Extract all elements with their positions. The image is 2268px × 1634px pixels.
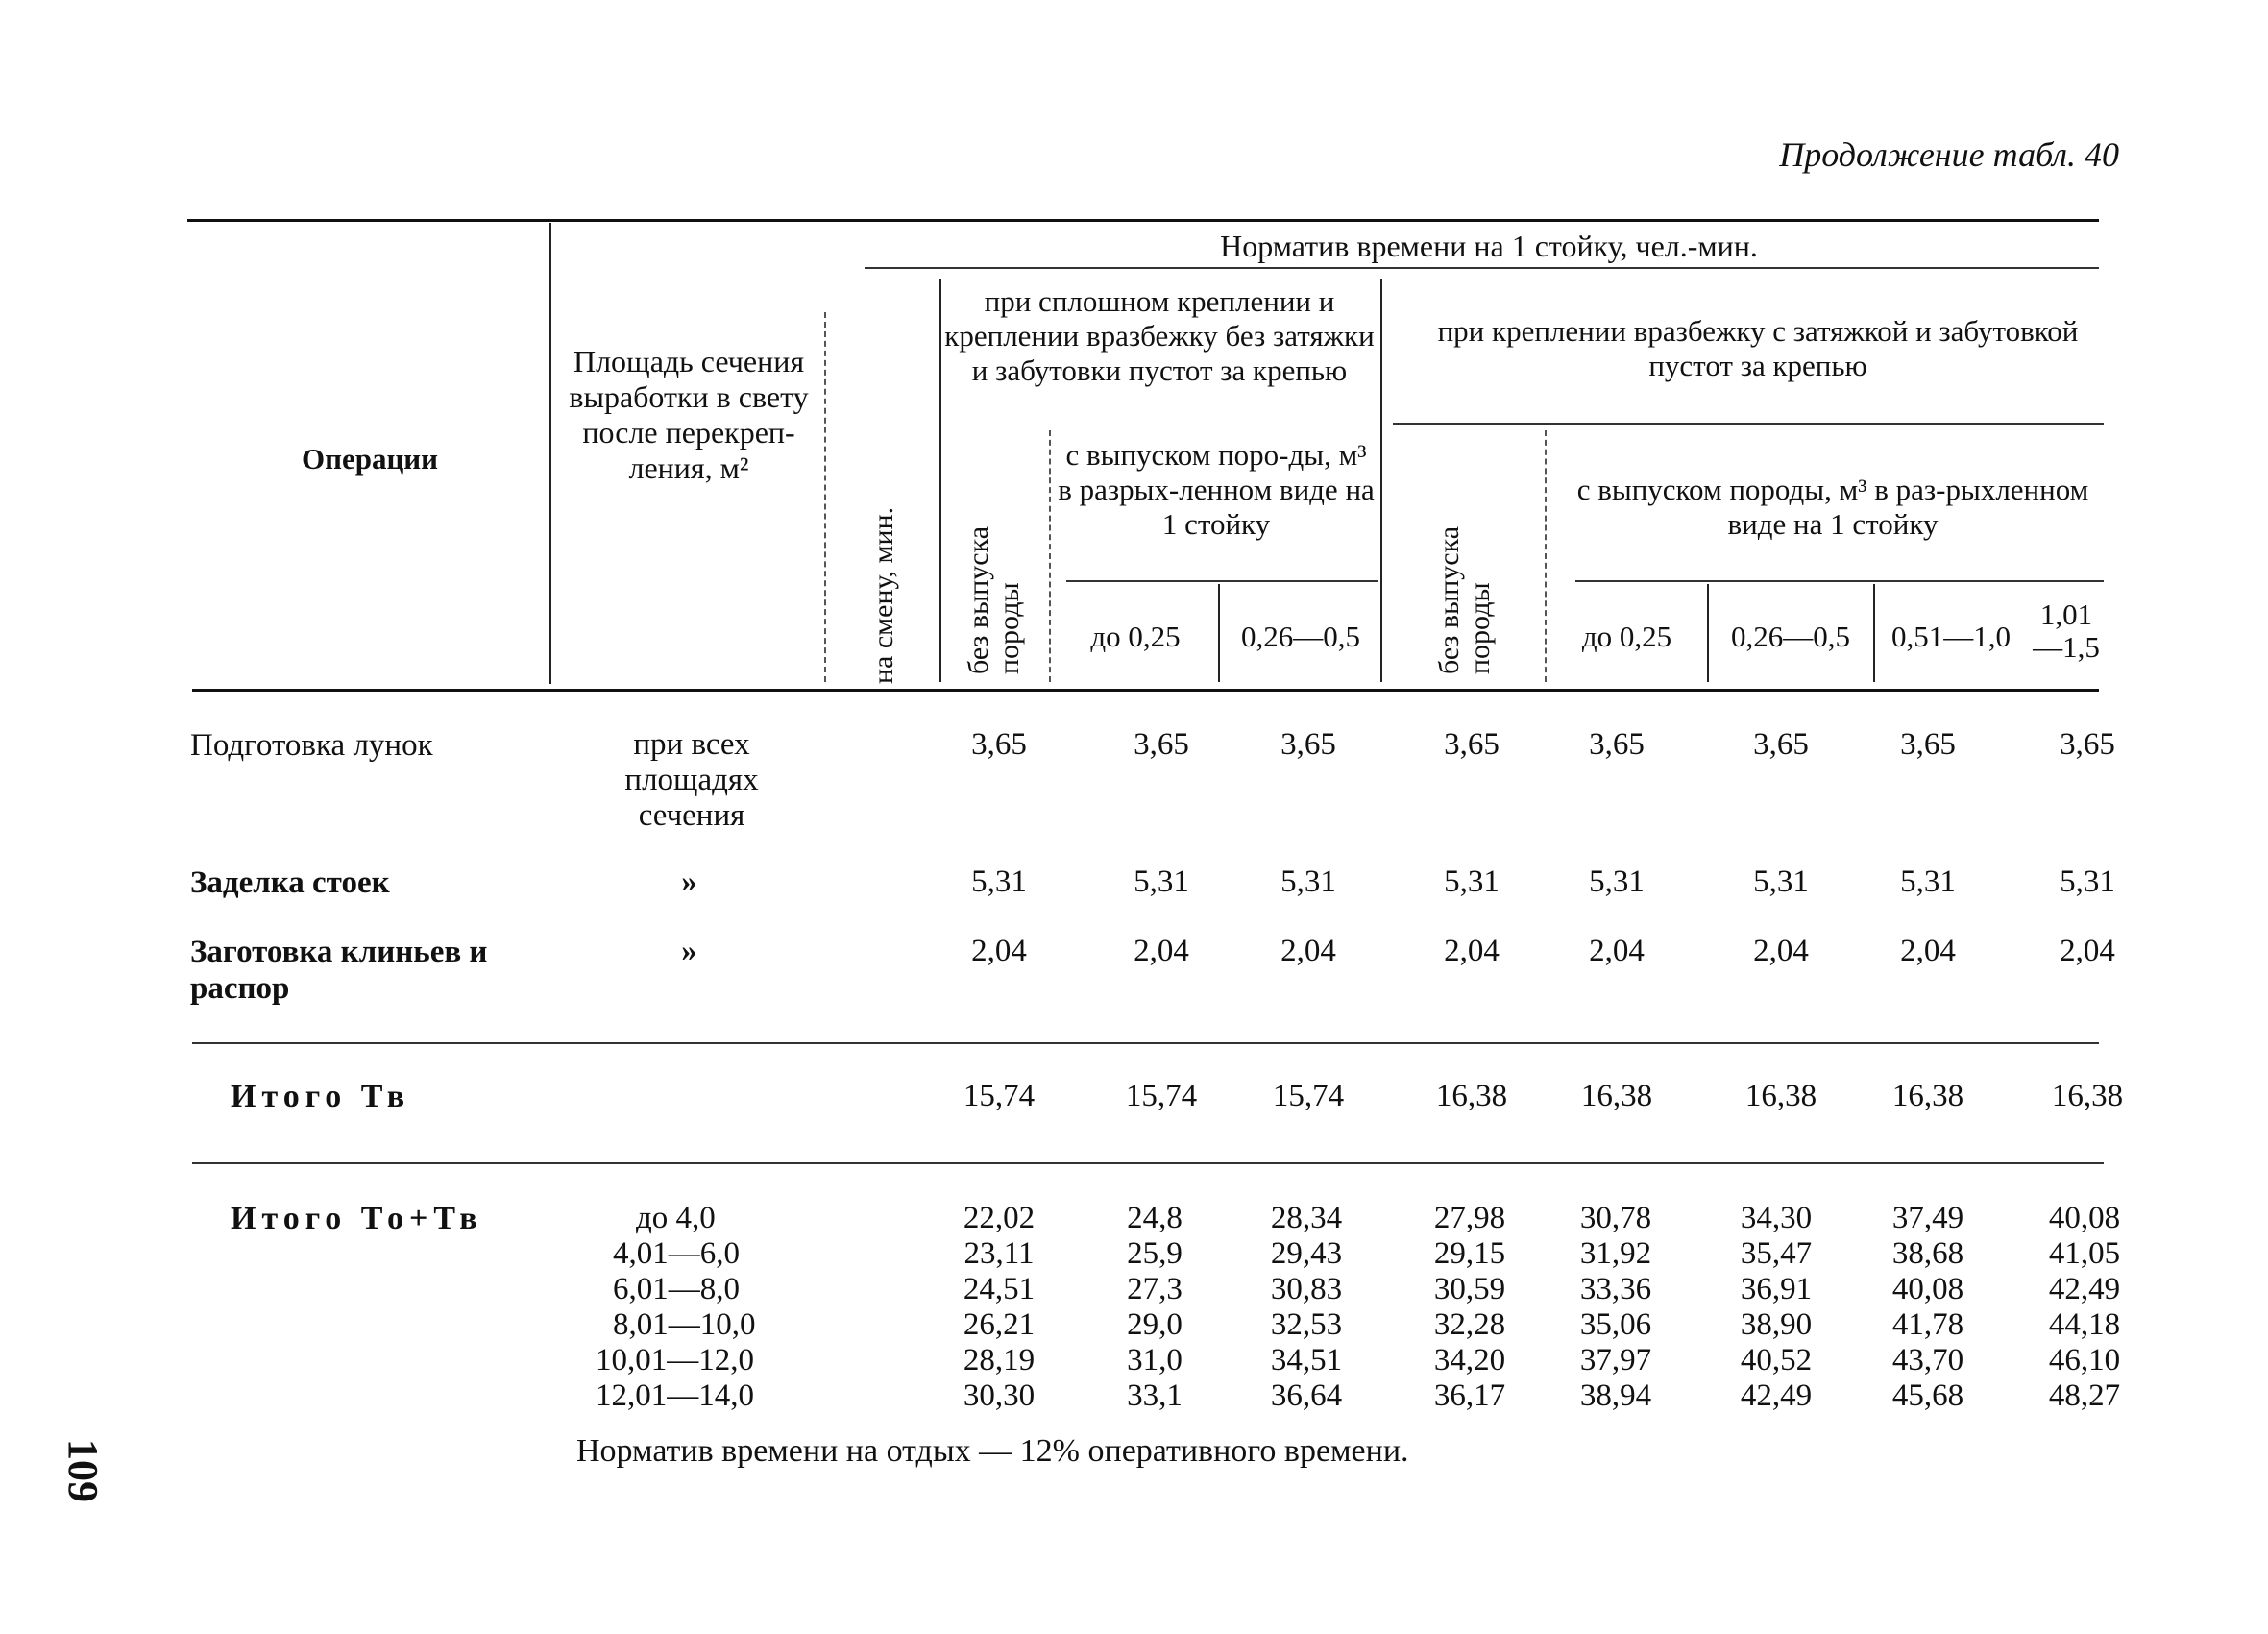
totv-c3-r5: 34,51 xyxy=(1270,1343,1343,1378)
norm-title-underline xyxy=(865,267,2099,269)
release1-underline xyxy=(1066,580,1378,582)
totv-c3-r4: 32,53 xyxy=(1270,1307,1343,1342)
table-top-rule xyxy=(187,219,2099,222)
header-g2-col-1: до 0,25 xyxy=(1581,620,1672,653)
totv-c5-r2: 31,92 xyxy=(1579,1236,1652,1271)
row-operation-2: Заделка стоек xyxy=(190,866,390,900)
r3-c7: 2,04 xyxy=(1900,934,1956,968)
col-divider-group xyxy=(1380,279,1382,682)
totv-c3-r2: 29,43 xyxy=(1270,1236,1343,1271)
totv-c3-r1: 28,34 xyxy=(1270,1201,1343,1235)
totv-c2-r3: 27,3 xyxy=(1127,1272,1183,1306)
to-tv-area-5: 10,01—12,0 xyxy=(596,1343,754,1378)
total-tv-label: Итого Тв xyxy=(231,1079,411,1114)
r1-c8: 3,65 xyxy=(2060,727,2115,762)
r3-c8: 2,04 xyxy=(2060,934,2115,968)
totv-c5-r6: 38,94 xyxy=(1579,1378,1652,1413)
totv-c8-r6: 48,27 xyxy=(2048,1378,2121,1413)
totv-c6-r5: 40,52 xyxy=(1740,1343,1813,1378)
totv-c3-r3: 30,83 xyxy=(1270,1272,1343,1306)
totv-c7-r6: 45,68 xyxy=(1891,1378,1964,1413)
totv-c4-r5: 34,20 xyxy=(1433,1343,1506,1378)
totv-c1-r4: 26,21 xyxy=(963,1307,1036,1342)
row-operation-3: Заготовка клиньев и распор xyxy=(190,935,488,1006)
r3-c6: 2,04 xyxy=(1753,934,1809,968)
table-caption: Продолжение табл. 40 xyxy=(1779,135,2119,174)
totv-c1-r2: 23,11 xyxy=(963,1236,1035,1271)
totv-c6-r6: 42,49 xyxy=(1740,1378,1813,1413)
header-per-shift: на смену, мин. xyxy=(867,506,899,684)
header-g2-col-3: 0,51—1,0 xyxy=(1891,620,2011,653)
r1-c1: 3,65 xyxy=(971,727,1027,762)
r1-c6: 3,65 xyxy=(1753,727,1809,762)
totv-c4-r4: 32,28 xyxy=(1433,1307,1506,1342)
totv-c8-r5: 46,10 xyxy=(2048,1343,2121,1378)
r2-c1: 5,31 xyxy=(971,865,1027,899)
row-area-2: » xyxy=(681,865,697,899)
totv-c8-r1: 40,08 xyxy=(2048,1201,2121,1235)
r2-c4: 5,31 xyxy=(1444,865,1500,899)
header-release-1: с выпуском поро-ды, м³ в разрых-ленном виде на 1 стойку xyxy=(1058,438,1375,541)
header-g1-col-1: до 0,25 xyxy=(1090,620,1181,653)
r2-c7: 5,31 xyxy=(1900,865,1956,899)
tv-c2: 15,74 xyxy=(1125,1079,1198,1113)
header-no-release-2: без выпуска породы xyxy=(1433,525,1496,674)
col-divider-g1-norelease xyxy=(1049,430,1051,682)
totv-c7-r1: 37,49 xyxy=(1891,1201,1964,1235)
totv-c5-r5: 37,97 xyxy=(1579,1343,1652,1378)
to-tv-area-4: 8,01—10,0 xyxy=(613,1307,756,1342)
header-g2-col-2: 0,26—0,5 xyxy=(1731,620,1850,653)
row-area-1: при всех площадях сечения xyxy=(624,727,759,833)
totv-c2-r6: 33,1 xyxy=(1127,1378,1183,1413)
r3-c1: 2,04 xyxy=(971,934,1027,968)
r1-c4: 3,65 xyxy=(1444,727,1500,762)
tv-c5: 16,38 xyxy=(1580,1079,1653,1113)
totv-c7-r5: 43,70 xyxy=(1891,1343,1964,1378)
totv-c1-r3: 24,51 xyxy=(963,1272,1036,1306)
col-divider-operations xyxy=(549,223,551,684)
totv-c6-r3: 36,91 xyxy=(1740,1272,1813,1306)
totv-c7-r2: 38,68 xyxy=(1891,1236,1964,1271)
col-divider-shift xyxy=(939,279,941,682)
totv-c3-r6: 36,64 xyxy=(1270,1378,1343,1413)
header-operations: Операции xyxy=(301,442,439,476)
totv-c1-r6: 30,30 xyxy=(963,1378,1036,1413)
r1-c7: 3,65 xyxy=(1900,727,1956,762)
totv-c4-r2: 29,15 xyxy=(1433,1236,1506,1271)
tv-c1: 15,74 xyxy=(963,1079,1036,1113)
totv-c5-r1: 30,78 xyxy=(1579,1201,1652,1235)
totv-c6-r4: 38,90 xyxy=(1740,1307,1813,1342)
group2-underline xyxy=(1393,423,2104,425)
header-area: Площадь сечения выработки в свету после перекреп-ления, м² xyxy=(569,344,809,485)
totv-c2-r1: 24,8 xyxy=(1127,1201,1183,1235)
header-norm-title: Норматив времени на 1 стойку, чел.-мин. xyxy=(1220,229,1758,263)
totv-c7-r4: 41,78 xyxy=(1891,1307,1964,1342)
tv-c8: 16,38 xyxy=(2051,1079,2124,1113)
to-tv-area-3: 6,01—8,0 xyxy=(613,1272,740,1306)
header-group1: при сплошном креплении и креплении вразбежку без затяжки и забутовки пустот за крепью xyxy=(944,284,1375,387)
totv-c2-r5: 31,0 xyxy=(1127,1343,1183,1378)
totv-c7-r3: 40,08 xyxy=(1891,1272,1964,1306)
header-group2: при креплении вразбежку с затяжкой и забутовкой пустот за крепью xyxy=(1437,314,2079,382)
totv-c2-r2: 25,9 xyxy=(1127,1236,1183,1271)
rest-time-note: Норматив времени на отдых — 12% оперативного времени. xyxy=(576,1433,1409,1469)
totv-c5-r3: 33,36 xyxy=(1579,1272,1652,1306)
header-g2-col-4: 1,01—1,5 xyxy=(2033,598,2100,664)
header-bottom-rule xyxy=(192,689,2099,692)
totv-c8-r4: 44,18 xyxy=(2048,1307,2121,1342)
tv-c7: 16,38 xyxy=(1891,1079,1964,1113)
r2-c6: 5,31 xyxy=(1753,865,1809,899)
tv-c3: 15,74 xyxy=(1272,1079,1345,1113)
r1-c5: 3,65 xyxy=(1589,727,1645,762)
r2-c5: 5,31 xyxy=(1589,865,1645,899)
totv-c5-r4: 35,06 xyxy=(1579,1307,1652,1342)
r1-c2: 3,65 xyxy=(1134,727,1189,762)
release2-underline xyxy=(1575,580,2104,582)
r2-c8: 5,31 xyxy=(2060,865,2115,899)
totals-middle-rule xyxy=(192,1162,2104,1164)
row-operation-1: Подготовка лунок xyxy=(190,728,433,763)
row-area-3: » xyxy=(681,934,697,968)
totv-c4-r1: 27,98 xyxy=(1433,1201,1506,1235)
col-divider-g1-cols xyxy=(1218,584,1220,682)
header-g1-col-2: 0,26—0,5 xyxy=(1241,620,1360,653)
totv-c8-r2: 41,05 xyxy=(2048,1236,2121,1271)
totals-top-rule xyxy=(192,1042,2099,1044)
to-tv-area-6: 12,01—14,0 xyxy=(596,1378,754,1413)
totv-c1-r1: 22,02 xyxy=(963,1201,1036,1235)
header-release-2: с выпуском породы, м³ в раз-рыхленном виде на 1 стойку xyxy=(1576,473,2089,541)
col-divider-area xyxy=(824,312,826,682)
r1-c3: 3,65 xyxy=(1280,727,1336,762)
page-number: 109 xyxy=(60,1439,107,1502)
r2-c3: 5,31 xyxy=(1280,865,1336,899)
to-tv-area-2: 4,01—6,0 xyxy=(613,1236,740,1271)
header-no-release-1: без выпуска породы xyxy=(963,525,1025,674)
totv-c4-r3: 30,59 xyxy=(1433,1272,1506,1306)
tv-c4: 16,38 xyxy=(1435,1079,1508,1113)
r3-c5: 2,04 xyxy=(1589,934,1645,968)
r2-c2: 5,31 xyxy=(1134,865,1189,899)
to-tv-area-1: до 4,0 xyxy=(636,1201,716,1235)
totv-c1-r5: 28,19 xyxy=(963,1343,1036,1378)
totv-c2-r4: 29,0 xyxy=(1127,1307,1183,1342)
totv-c6-r2: 35,47 xyxy=(1740,1236,1813,1271)
totv-c4-r6: 36,17 xyxy=(1433,1378,1506,1413)
total-to-tv-label: Итого То+Тв xyxy=(231,1201,483,1236)
r3-c2: 2,04 xyxy=(1134,934,1189,968)
totv-c8-r3: 42,49 xyxy=(2048,1272,2121,1306)
tv-c6: 16,38 xyxy=(1744,1079,1817,1113)
r3-c3: 2,04 xyxy=(1280,934,1336,968)
col-divider-g2-norelease xyxy=(1545,430,1547,682)
totv-c6-r1: 34,30 xyxy=(1740,1201,1813,1235)
r3-c4: 2,04 xyxy=(1444,934,1500,968)
